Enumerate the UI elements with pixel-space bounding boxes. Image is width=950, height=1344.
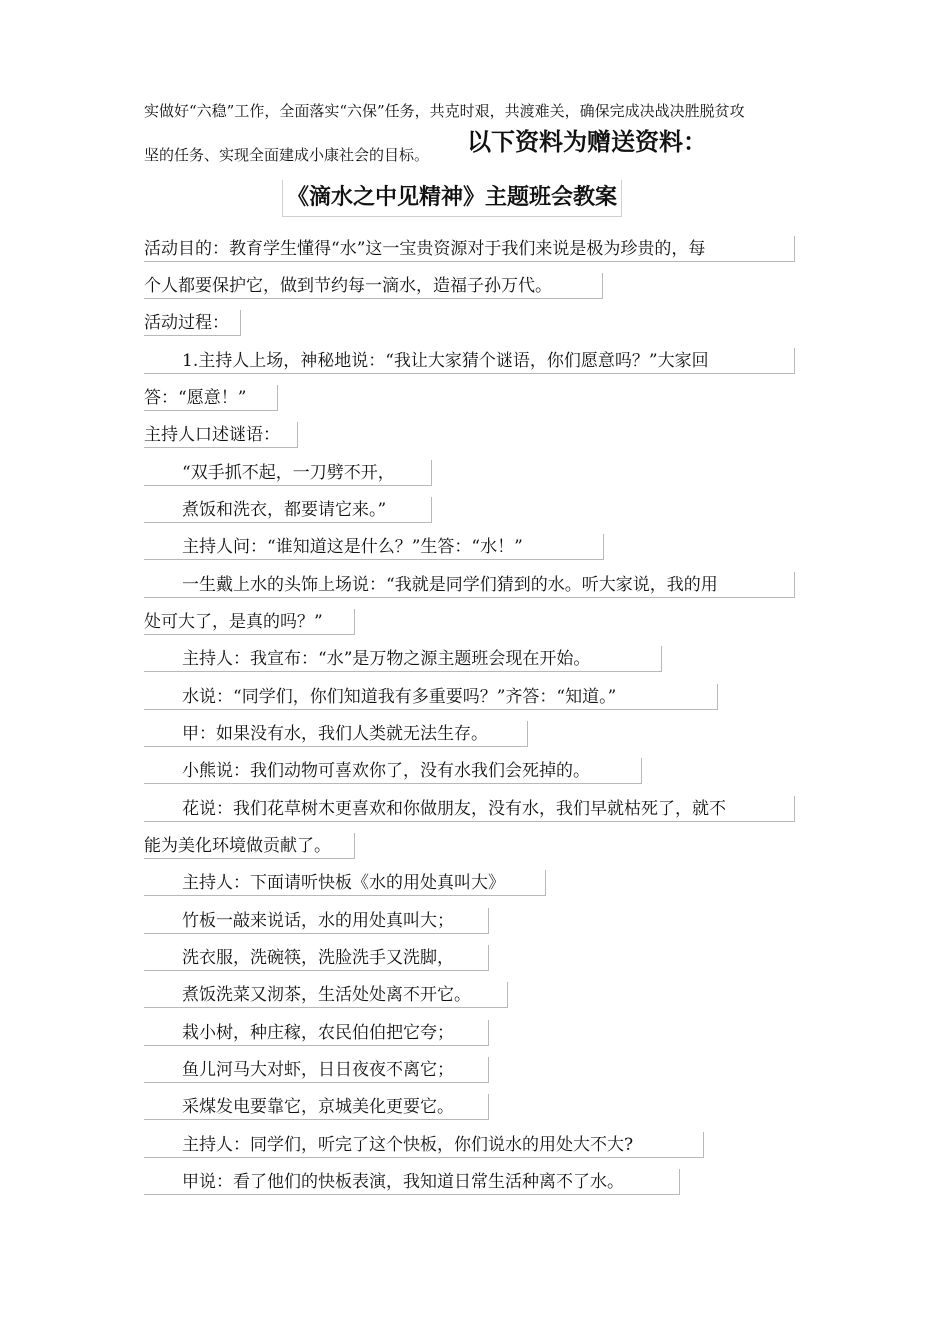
intro-line-1: 实做好“六稳”工作，全面落实“六保”任务，共克时艰，共渡难关，确保完成决战决胜脱贫攻 [144, 102, 745, 120]
document-title: 《滴水之中见精神》主题班会教案 [282, 180, 622, 217]
text-line-9: 主持人问：“谁知道这是什么？”生答：“水！” [144, 534, 604, 560]
text-line-13: 水说：“同学们，你们知道我有多重要吗？”齐答：“知道。” [144, 684, 718, 710]
text-line-12: 主持人：我宣布：“水”是万物之源主题班会现在开始。 [144, 646, 662, 672]
text-line-22: 栽小树，种庄稼，农民伯伯把它夸； [144, 1020, 489, 1046]
text-line-15: 小熊说：我们动物可喜欢你了，没有水我们会死掉的。 [144, 758, 642, 784]
text-line-21: 煮饭洗菜又沏茶，生活处处离不开它。 [144, 982, 508, 1008]
text-line-11: 处可大了，是真的吗？” [144, 609, 355, 635]
text-line-5: 答：“愿意！” [144, 385, 278, 411]
text-line-19: 竹板一敲来说话，水的用处真叫大； [144, 908, 489, 934]
text-line-16: 花说：我们花草树木更喜欢和你做朋友，没有水，我们早就枯死了，就不 [144, 796, 795, 822]
gift-heading: 以下资料为赠送资料： [467, 128, 707, 156]
text-line-26: 甲说：看了他们的快板表演，我知道日常生活种离不了水。 [144, 1169, 680, 1195]
text-line-24: 采煤发电要靠它，京城美化更要它。 [144, 1094, 489, 1120]
text-line-6: 主持人口述谜语： [144, 422, 298, 448]
text-line-25: 主持人：同学们，听完了这个快板，你们说水的用处大不大? [144, 1132, 704, 1158]
text-line-10: 一生戴上水的头饰上场说：“我就是同学们猜到的水。听大家说，我的用 [144, 572, 795, 598]
text-line-1: 活动目的：教育学生懂得“水”这一宝贵资源对于我们来说是极为珍贵的，每 [144, 236, 795, 262]
text-line-4: 1.主持人上场，神秘地说：“我让大家猜个谜语，你们愿意吗？”大家回 [144, 348, 795, 374]
text-line-7: “双手抓不起，一刀劈不开， [144, 460, 432, 486]
intro-line-2: 坚的任务、实现全面建成小康社会的目标。 [144, 146, 430, 164]
text-line-8: 煮饭和洗衣，都要请它来。” [144, 497, 432, 523]
text-line-17: 能为美化环境做贡献了。 [144, 833, 355, 859]
text-line-20: 洗衣服，洗碗筷，洗脸洗手又洗脚， [144, 945, 489, 971]
text-line-14: 甲：如果没有水，我们人类就无法生存。 [144, 721, 528, 747]
text-line-18: 主持人：下面请听快板《水的用处真叫大》 [144, 870, 546, 896]
text-line-3: 活动过程： [144, 310, 241, 336]
text-line-23: 鱼儿河马大对虾，日日夜夜不离它； [144, 1057, 489, 1083]
text-line-2: 个人都要保护它，做到节约每一滴水，造福子孙万代。 [144, 273, 603, 299]
